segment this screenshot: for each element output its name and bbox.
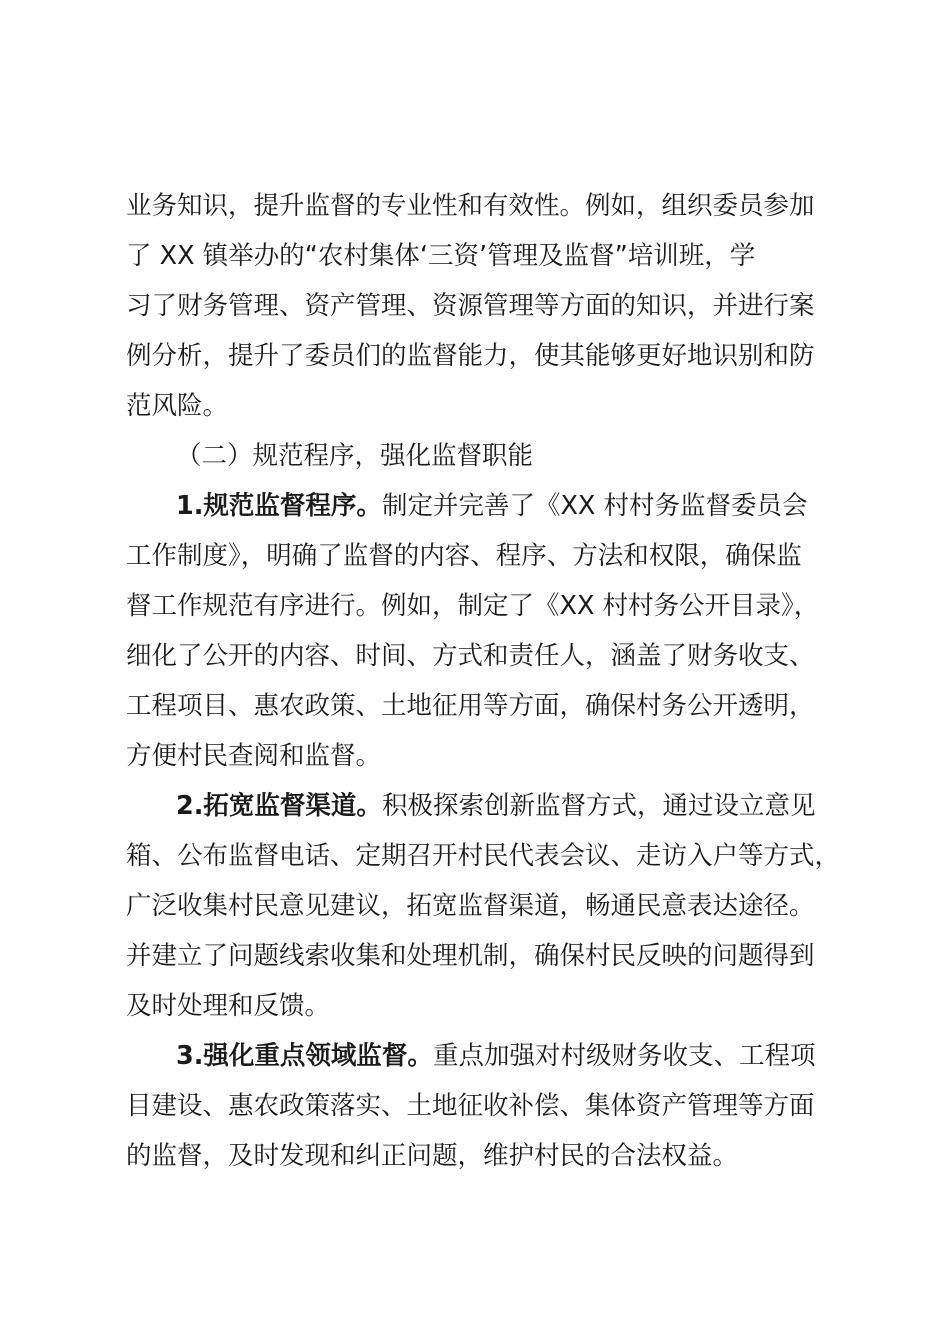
body-text: 制定并完善了《XX 村村务监督委员会 (381, 491, 808, 521)
body-text-line: 范风险。 (126, 391, 229, 421)
body-text-line: 督工作规范有序进行。例如，制定了《XX 村村务公开目录》， (126, 591, 820, 621)
body-text-line: 了 XX 镇举办的“农村集体‘三资’管理及监督”培训班，学 (126, 241, 756, 271)
body-text: 重点加强对村级财务收支、工程项 (432, 1041, 816, 1071)
subsection-paragraph-line (176, 781, 815, 831)
subsection-title: 1.规范监督程序。 (176, 491, 382, 521)
subsection-paragraph-line (176, 481, 807, 531)
body-text: 积极探索创新监督方式，通过设立意见 (381, 791, 816, 821)
subsection-title: 3.强化重点领域监督。 (176, 1041, 433, 1071)
body-text-line: 广泛收集村民意见建议，拓宽监督渠道，畅通民意表达途径。 (126, 891, 815, 921)
body-text-line: 目建设、惠农政策落实、土地征收补偿、集体资产管理等方面 (126, 1091, 815, 1121)
subsection-title: 2.拓宽监督渠道。 (176, 791, 382, 821)
body-text-line: 细化了公开的内容、时间、方式和责任人，涵盖了财务收支、 (126, 641, 815, 671)
body-text-line: 工作制度》，明确了监督的内容、程序、方法和权限，确保监 (126, 541, 802, 571)
body-text-line: 及时处理和反馈。 (126, 991, 331, 1021)
body-text-line: 的监督，及时发现和纠正问题，维护村民的合法权益。 (126, 1141, 739, 1171)
body-text-line: 方便村民查阅和监督。 (126, 741, 382, 771)
body-text-line: 并建立了问题线索收集和处理机制，确保村民反映的问题得到 (126, 941, 815, 971)
body-text-line: 习了财务管理、资产管理、资源管理等方面的知识，并进行案 (126, 291, 815, 321)
body-text-line: 例分析，提升了委员们的监督能力，使其能够更好地识别和防 (126, 341, 815, 371)
body-text-line: 业务知识，提升监督的专业性和有效性。例如，组织委员参加 (126, 191, 815, 221)
body-text-line: 工程项目、惠农政策、土地征用等方面，确保村务公开透明， (126, 691, 815, 721)
subsection-paragraph-line (176, 1031, 815, 1081)
section-heading: （二）规范程序，强化监督职能 (176, 441, 534, 471)
body-text-line: 箱、公布监督电话、定期召开村民代表会议、走访入户等方式， (126, 841, 841, 871)
